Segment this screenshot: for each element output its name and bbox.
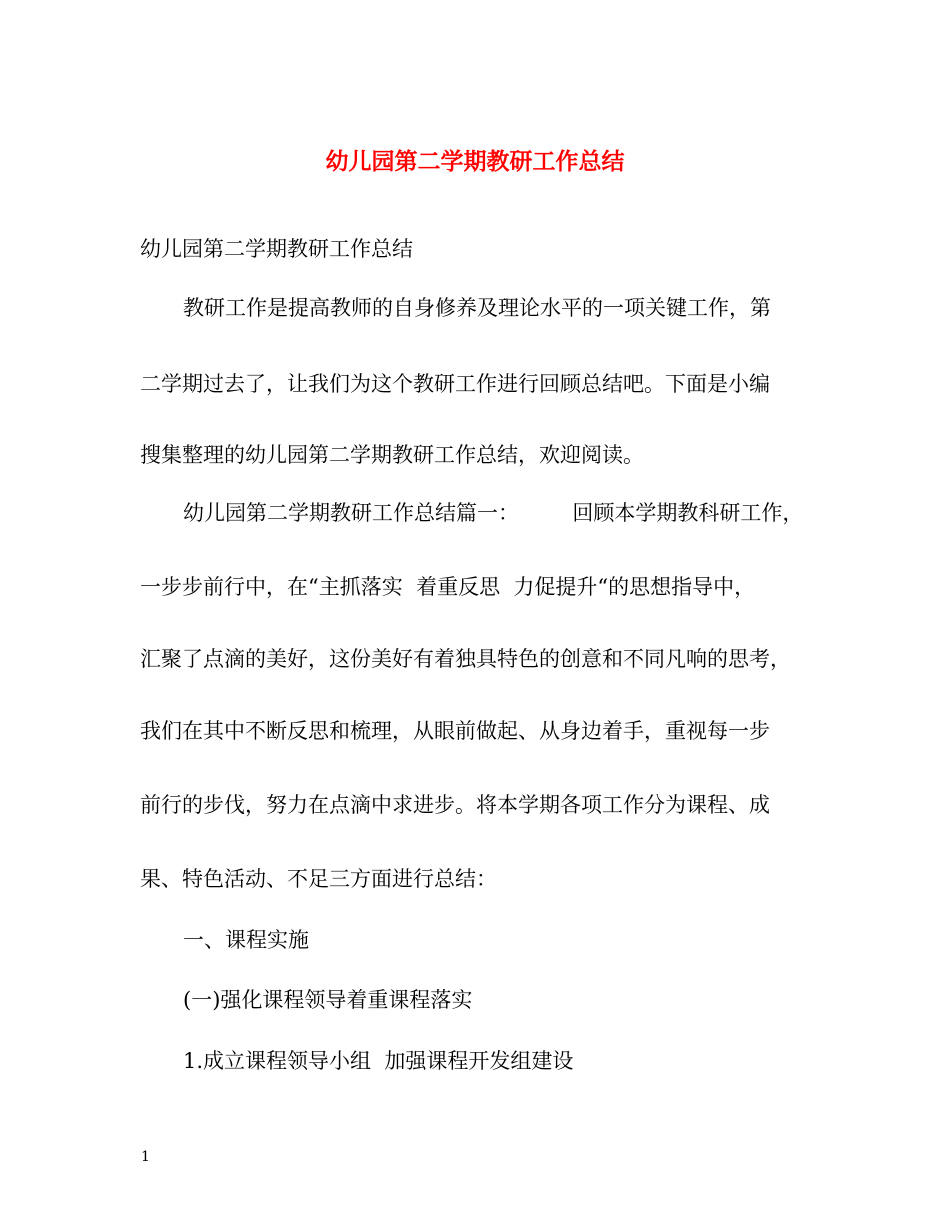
- paragraph-line: 二学期过去了，让我们为这个教研工作进行回顾总结吧。下面是小编: [140, 372, 770, 396]
- paragraph-line: 我们在其中不断反思和梳理，从眼前做起、从身边着手，重视每一步: [140, 719, 770, 743]
- item-heading: 1.成立课程领导小组 加强课程开发组建设: [183, 1049, 574, 1073]
- page-number: 1: [141, 1149, 150, 1165]
- subtitle-line: 幼儿园第二学期教研工作总结: [140, 237, 413, 261]
- section-heading: 一、课程实施: [183, 928, 309, 952]
- paragraph-line: 汇聚了点滴的美好，这份美好有着独具特色的创意和不同凡响的思考，: [140, 647, 791, 671]
- paragraph-line: 教研工作是提高教师的自身修养及理论水平的一项关键工作，第: [183, 296, 771, 320]
- paragraph-line: 一步步前行中，在“主抓落实 着重反思 力促提升“的思想指导中，: [140, 575, 756, 599]
- paragraph-line: 前行的步伐，努力在点滴中求进步。将本学期各项工作分为课程、成: [140, 793, 770, 817]
- paragraph-line: 果、特色活动、不足三方面进行总结：: [140, 867, 497, 891]
- paragraph-line: 搜集整理的幼儿园第二学期教研工作总结，欢迎阅读。: [140, 443, 644, 467]
- document-title: 幼儿园第二学期教研工作总结: [325, 148, 625, 175]
- paragraph-line: 幼儿园第二学期教研工作总结篇一： 回顾本学期教科研工作，: [183, 501, 804, 525]
- subsection-heading: (一)强化课程领导着重课程落实: [183, 988, 473, 1012]
